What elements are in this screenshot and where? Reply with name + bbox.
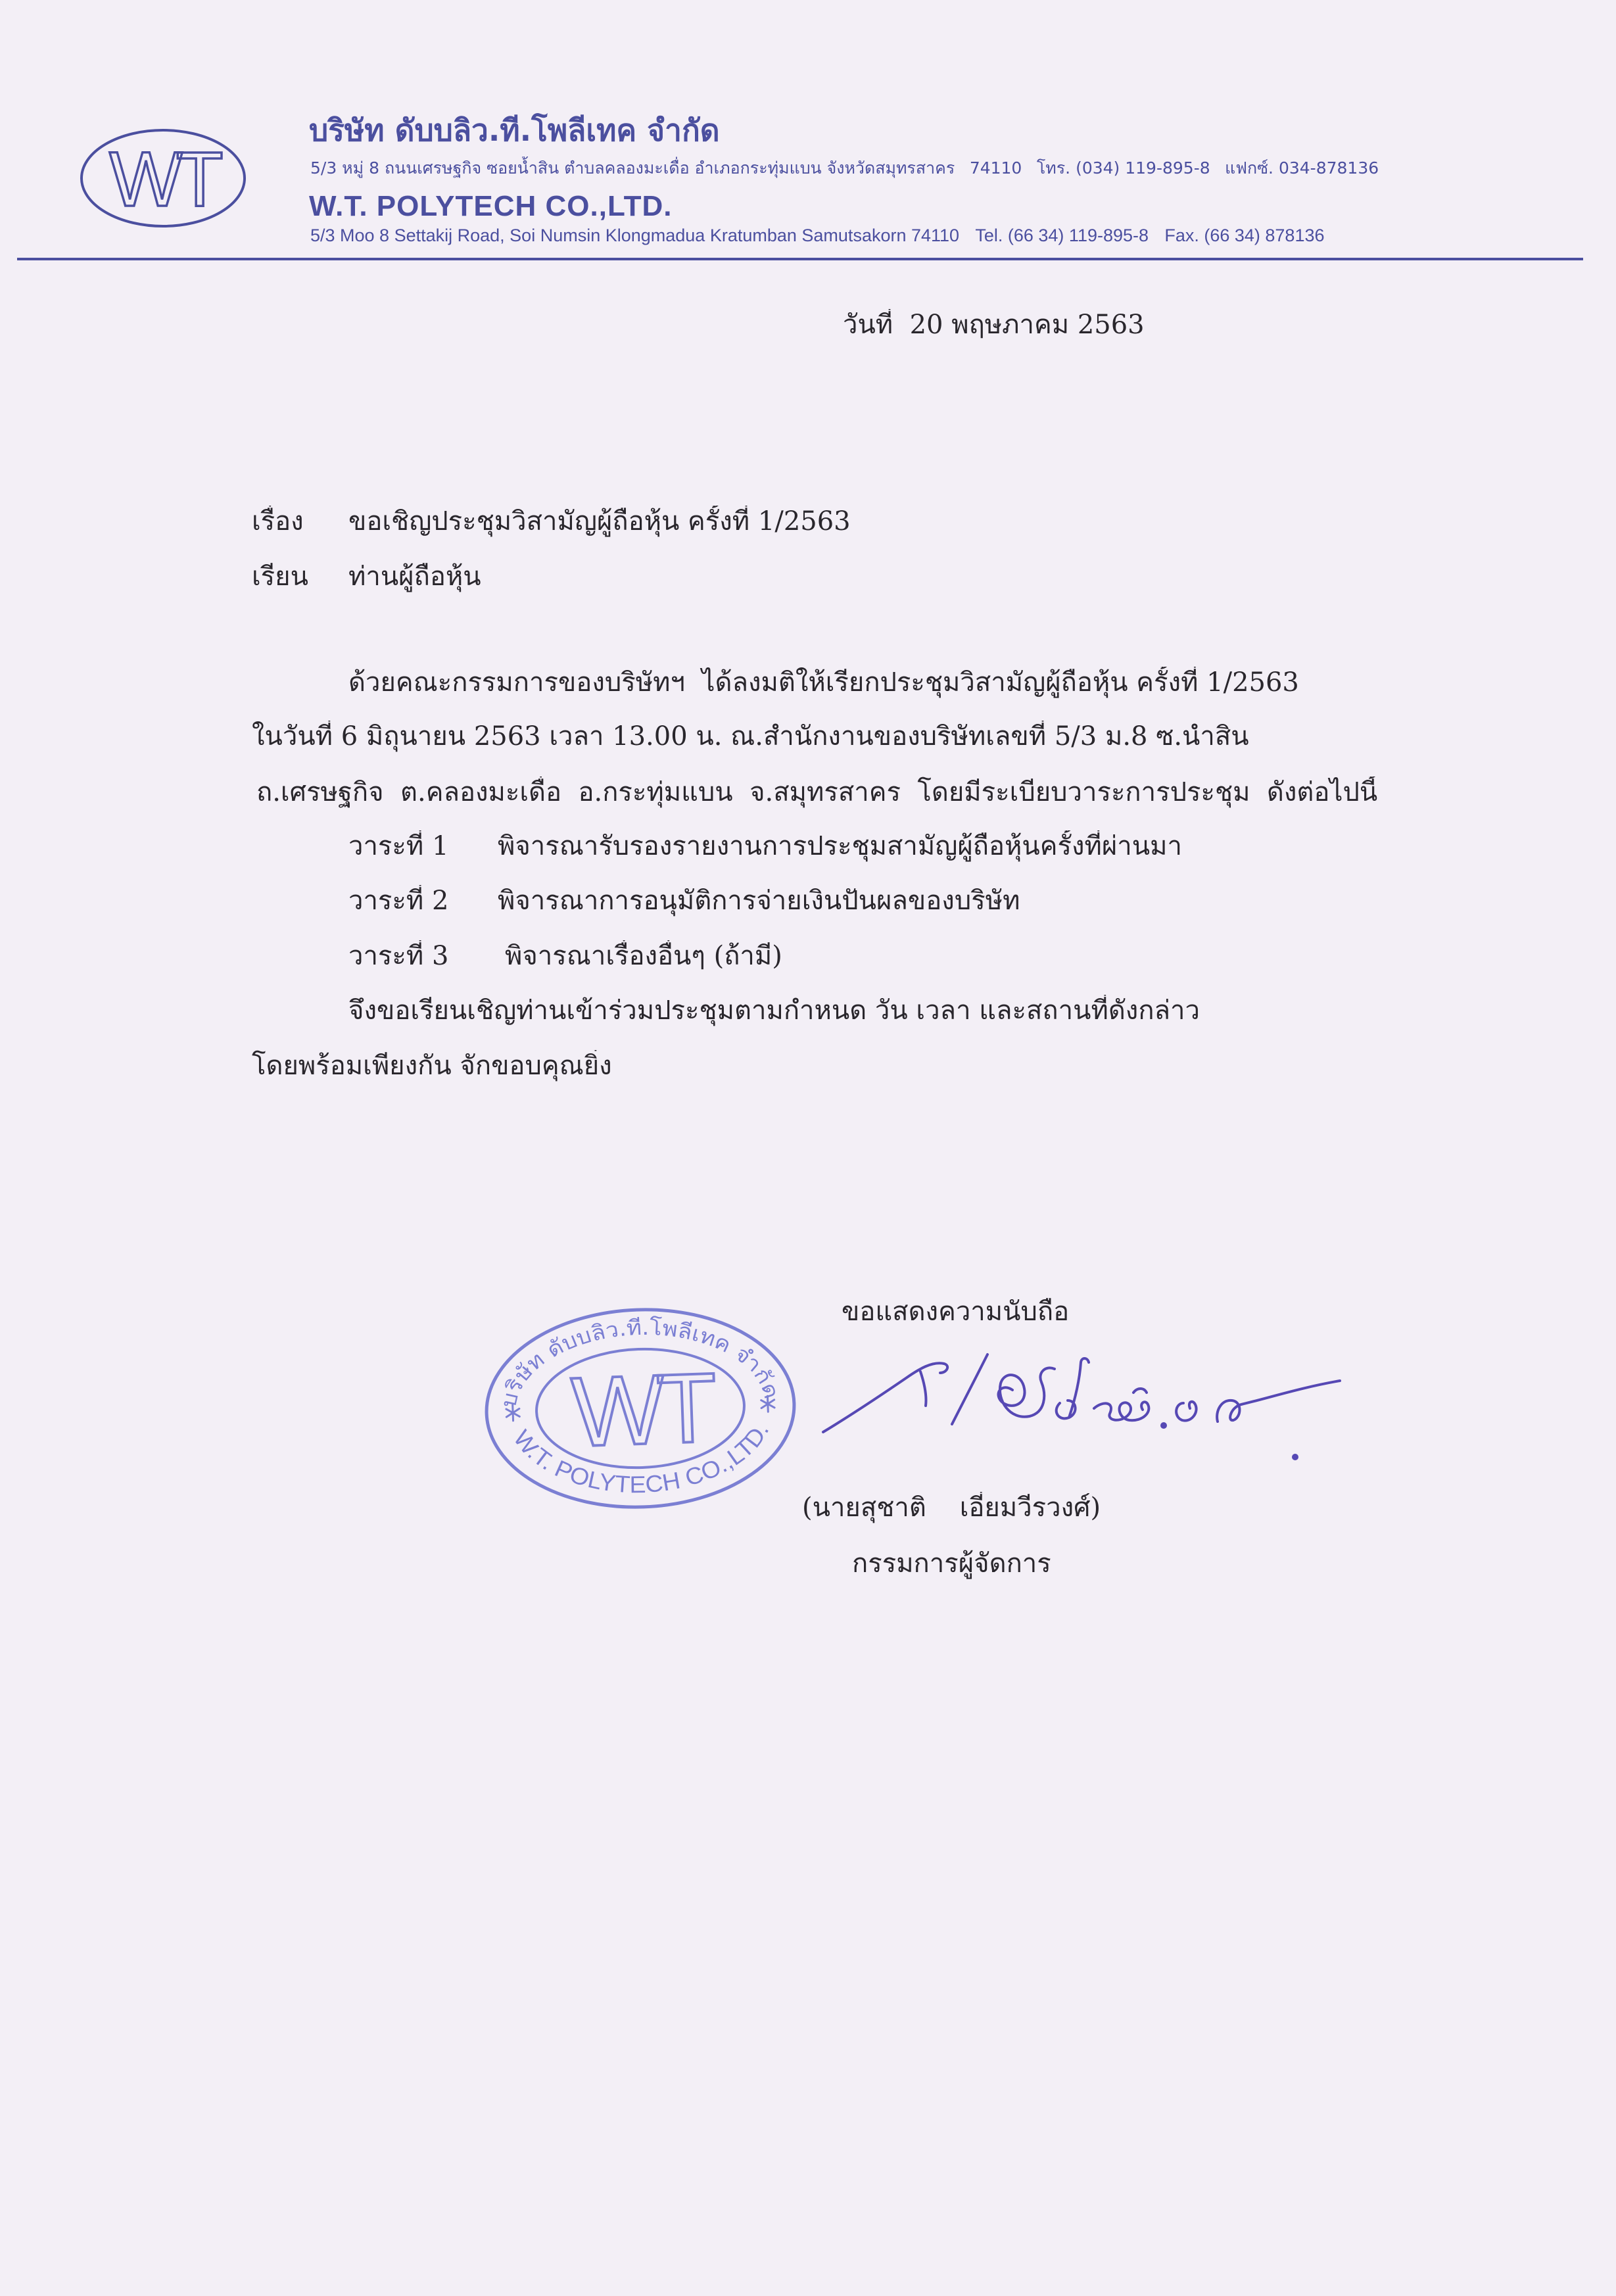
letterhead-divider [17, 258, 1583, 260]
company-logo [79, 128, 247, 229]
stamp-top-text: บริษัท ดับบลิว.ที.โพลีเทค จำกัด [496, 1314, 784, 1410]
fax-thai: แฟกซ์. 034-878136 [1225, 158, 1379, 178]
regards-text: ขอแสดงความนับถือ [842, 1297, 1070, 1327]
address-thai-line [310, 156, 1500, 180]
subject-label: เรื่อง [252, 506, 304, 537]
stamp-center-text: WT [569, 1352, 711, 1468]
agenda-text: พิจารณาการอนุมัติการจ่ายเงินปันผลของบริษัท [498, 886, 1020, 916]
signatory-name: (นายสุชาติ เอี่ยมวีรวงศ์) [802, 1493, 1101, 1523]
agenda-text: พิจารณาเรื่องอื่นๆ (ถ้ามี) [505, 941, 782, 971]
agenda-text: พิจารณารับรองรายงานการประชุมสามัญผู้ถือหุ้นครั้งที่ผ่านมา [498, 831, 1182, 861]
recipient-text: ท่านผู้ถือหุ้น [348, 562, 481, 592]
address-english-line [310, 224, 1500, 247]
closing-line: จึงขอเรียนเชิญท่านเข้าร่วมประชุมตามกำหนด วัน เวลา และสถานที่ดังกล่าว [348, 995, 1200, 1026]
company-seal-stamp [479, 1301, 802, 1517]
address-thai: 5/3 หมู่ 8 ถนนเศรษฐกิจ ซอยน้ำสิน ตำบลคลองมะเดื่อ อำเภอกระทุ่มแบน จังหวัดสมุทรสาคร [310, 158, 955, 178]
fax-english: Fax. (66 34) 878136 [1164, 226, 1325, 245]
phone-english: Tel. (66 34) 119-895-8 [975, 226, 1149, 245]
agenda-label: วาระที่ 3 [348, 941, 449, 971]
phone-thai: โทร. (034) 119-895-8 [1036, 158, 1210, 178]
address-english: 5/3 Moo 8 Settakij Road, Soi Numsin Klongmadua Kratumban Samutsakorn 74110 [310, 226, 960, 245]
recipient-label: เรียน [252, 562, 308, 592]
body-line: ด้วยคณะกรรมการของบริษัทฯ ได้ลงมติให้เรียกประชุมวิสามัญผู้ถือหุ้น ครั้งที่ 1/2563 [348, 667, 1299, 698]
company-name-thai: บริษัท ดับบลิว.ที.โพลีเทค จำกัด [309, 112, 720, 148]
letter-date: วันที่ 20 พฤษภาคม 2563 [843, 310, 1145, 340]
body-line: ถ.เศรษฐกิจ ต.คลองมะเดื่อ อ.กระทุ่มแบน จ.สมุทรสาคร โดยมีระเบียบวาระการประชุม ดังต่อไปนี้ [256, 777, 1378, 807]
agenda-label: วาระที่ 2 [348, 886, 449, 916]
signatory-position: กรรมการผู้จัดการ [852, 1548, 1051, 1579]
agenda-label: วาระที่ 1 [348, 831, 449, 861]
body-line: ในวันที่ 6 มิถุนายน 2563 เวลา 13.00 น. ณ.สำนักงานของบริษัทเลขที่ 5/3 ม.8 ซ.นำสิน [252, 721, 1249, 752]
stamp-bottom-text: W.T. POLYTECH CO.,LTD. [508, 1419, 774, 1498]
postcode-thai: 74110 [969, 158, 1022, 178]
handwritten-signature [815, 1335, 1361, 1479]
logo-text: WT [109, 136, 217, 223]
closing-line: โดยพร้อมเพียงกัน จักขอบคุณยิ่ง [252, 1051, 612, 1081]
subject-text: ขอเชิญประชุมวิสามัญผู้ถือหุ้น ครั้งที่ 1/2563 [348, 506, 851, 537]
company-name-english: W.T. POLYTECH CO.,LTD. [309, 190, 673, 222]
